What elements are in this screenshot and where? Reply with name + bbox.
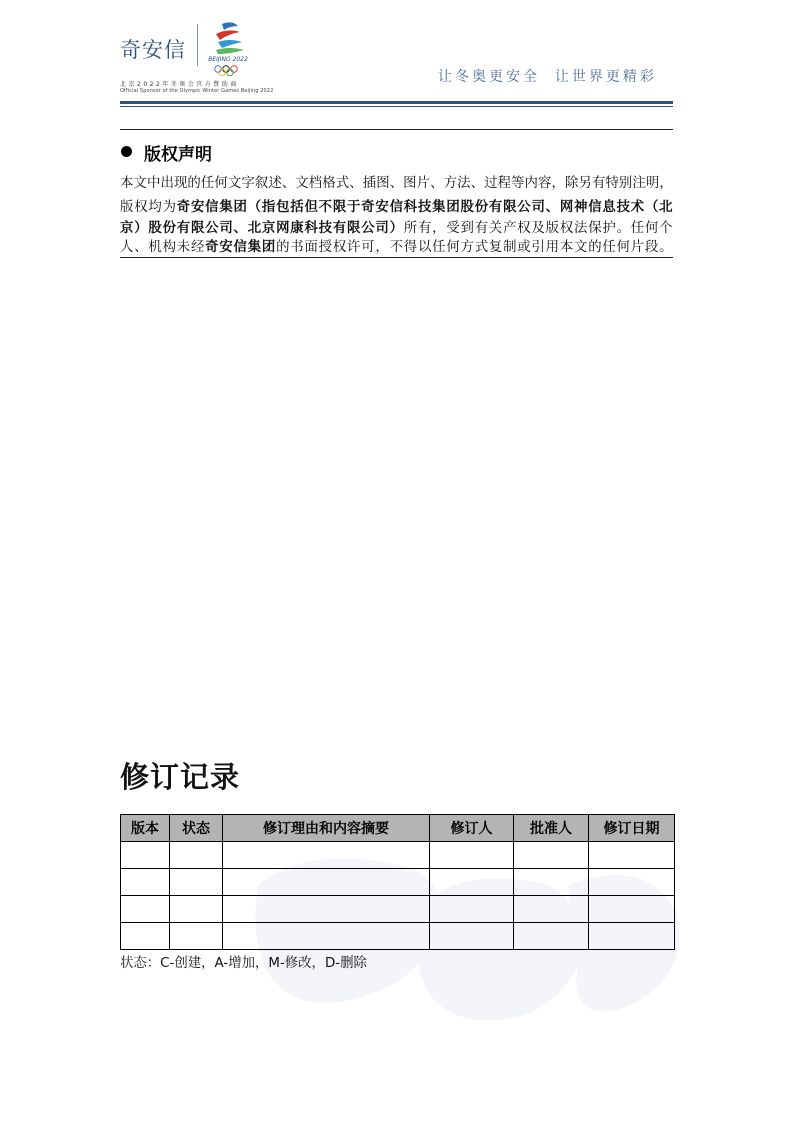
copyright-char: 文 [295,176,309,191]
header-rule-thin [120,106,673,107]
copyright-char: 版 [545,221,560,236]
copyright-char: ， [375,240,389,255]
copyright-char: 权 [559,221,574,236]
copyright-char: 产 [503,221,517,236]
copyright-char: 限 [347,221,361,236]
copyright-line-3 [120,220,673,237]
copyright-char: 何 [644,221,659,236]
copyright-char: 关 [488,221,503,236]
copyright-char: 内 [524,176,538,191]
copyright-char: ， [432,221,446,236]
copyright-char: 制 [503,240,517,255]
copyright-char: 括 [290,200,304,215]
copyright-char: 司 [531,200,545,215]
copyright-rule-top [120,129,673,130]
column-header-version: 版本 [121,815,170,842]
copyright-char: 份 [162,221,176,236]
copyright-char: 技 [417,200,432,215]
table-cell [514,923,589,950]
status-legend-note: 状态：C-创建，A-增加，M-修改，D-删除 [120,956,367,971]
copyright-char: 经 [190,240,205,255]
copyright-char: 不 [318,200,333,215]
table-cell [170,842,223,869]
copyright-char: 可 [361,240,375,255]
copyright-char: 司 [219,221,233,236]
logo-divider [197,24,198,66]
copyright-char: 到 [460,221,474,236]
table-cell [430,842,514,869]
copyright-char: 公 [361,221,375,236]
copyright-char: 有 [591,176,606,191]
copyright-char: 插 [362,176,377,191]
copyright-char: 本 [120,176,134,191]
copyright-char: 北 [247,221,262,236]
table-row [121,842,675,869]
table-cell [430,896,514,923]
table-cell [589,842,675,869]
copyright-char: 图 [403,176,417,191]
copyright-char: 文 [227,176,242,191]
copyright-char: 股 [148,221,162,236]
table-cell [514,842,589,869]
beijing-2022-emblem-icon [202,20,254,76]
copyright-char: 的 [276,240,290,255]
copyright-char: 。 [616,221,630,236]
copyright-char: 任 [602,240,616,255]
copyright-char: 于 [347,200,361,215]
copyright-char: 书 [290,240,304,255]
copyright-char: 未 [176,240,191,255]
copyright-char: 机 [148,240,162,255]
copyright-char: 何 [446,240,460,255]
copyright-char: 安 [219,240,233,255]
copyright-char: 程 [497,176,511,191]
copyright-char: 或 [517,240,531,255]
copyright-char: 京 [120,221,134,236]
copyright-char: ， [551,176,565,191]
copyright-char: 有 [488,200,503,215]
copyright-char: 保 [588,221,602,236]
copyright-char: 集 [219,200,233,215]
table-cell [170,923,223,950]
company-logo-text: 奇安信 [120,38,186,62]
copyright-char: 、 [349,176,363,191]
copyright-char: 、 [134,240,148,255]
copyright-char: （ [644,200,659,215]
copyright-char: 息 [602,200,616,215]
copyright-char: 所 [403,221,418,236]
copyright-char: 奇 [176,200,191,215]
table-cell [121,923,170,950]
emblem-label: BEIJING 2022 [208,56,248,63]
copyright-char: 公 [517,200,531,215]
copyright-char: 特 [605,176,619,191]
copyright-char: （ [247,200,262,215]
column-header-summary: 修订理由和内容摘要 [223,815,430,842]
copyright-char: 片 [416,176,431,191]
copyright-char: 等 [511,176,525,191]
copyright-char: 复 [488,240,503,255]
copyright-char: 奇 [361,200,375,215]
copyright-char: 的 [187,176,201,191]
table-cell [223,923,430,950]
copyright-char: 司 [375,221,389,236]
table-cell [430,869,514,896]
copyright-char: 北 [659,200,673,215]
copyright-char: 人 [120,240,134,255]
copyright-char: 何 [214,176,228,191]
copyright-char: 权 [134,200,148,215]
table-cell [170,869,223,896]
copyright-char: 有 [474,221,489,236]
copyright-char: 授 [318,240,333,255]
table-row [121,923,675,950]
copyright-char: 本 [559,240,574,255]
copyright-char: 及 [531,221,545,236]
copyright-char: 另 [578,176,592,191]
copyright-char: 股 [460,200,474,215]
copyright-char: 以 [417,240,432,255]
copyright-char: 文 [574,240,588,255]
copyright-line-4 [120,239,673,256]
header-slogan: 让冬奥更安全 让世界更精彩 [438,69,657,85]
copyright-char: 权 [332,240,347,255]
table-cell [589,896,675,923]
copyright-char: 受 [446,221,460,236]
table-cell [223,842,430,869]
revision-table [120,814,675,950]
copyright-char: 网 [276,221,290,236]
copyright-char: 任 [200,176,215,191]
copyright-char: 科 [304,221,318,236]
header-rule-thick [120,101,673,104]
copyright-char: 、 [281,176,296,191]
table-cell [589,869,675,896]
copyright-char: 均 [148,200,162,215]
copyright-char: 网 [559,200,574,215]
table-cell [223,869,430,896]
copyright-char: 现 [173,176,188,191]
copyright-char: 技 [616,200,630,215]
copyright-char: 指 [261,200,276,215]
copyright-char: 集 [432,200,446,215]
copyright-char: 权 [517,221,531,236]
table-row [121,869,675,896]
copyright-char: 公 [205,221,219,236]
copyright-char: 任 [432,240,446,255]
copyright-char: 、 [233,221,247,236]
copyright-char: 的 [588,240,602,255]
copyright-line-1 [120,175,673,192]
copyright-char: 有 [417,221,432,236]
copyright-char: 构 [162,240,176,255]
copyright-char: 限 [190,221,205,236]
copyright-char: 中 [146,176,161,191]
copyright-char: 、 [545,200,560,215]
copyright-char: 格 [322,176,336,191]
table-cell [121,896,170,923]
table-row [121,896,675,923]
copyright-char: 康 [290,221,304,236]
copyright-char: 为 [162,200,176,215]
copyright-char: 图 [376,176,390,191]
copyright-char: 段 [644,240,659,255]
copyright-char: 片 [630,240,645,255]
copyright-char: 、 [470,176,484,191]
copyright-char: ， [659,176,673,191]
copyright-char: 团 [446,200,460,215]
copyright-char: ） [389,221,403,236]
copyright-char: 方 [443,176,458,191]
sponsor-caption-cn: 北京2022年冬奥会官方赞助商 [120,81,239,88]
copyright-line-2 [120,199,673,216]
copyright-char: 文 [133,176,147,191]
copyright-char: 法 [457,176,471,191]
copyright-char: 得 [403,240,418,255]
copyright-char: 有 [332,221,347,236]
copyright-char: 何 [616,240,630,255]
copyright-char: 用 [545,240,560,255]
copyright-char: 个 [659,221,673,236]
copyright-char: 护 [602,221,616,236]
copyright-char: 信 [389,200,403,215]
copyright-char: 技 [318,221,333,236]
sponsor-caption-en: Official Sponsor of the Olympic Winter Games Beijing 2022 [120,88,274,94]
table-cell [121,842,170,869]
copyright-char: 安 [375,200,389,215]
copyright-char: 奇 [205,240,219,255]
copyright-heading: 版权声明 [144,145,212,165]
copyright-char: 版 [120,200,134,215]
column-header-reviser: 修订人 [430,815,514,842]
copyright-char: 科 [403,200,418,215]
table-cell [514,869,589,896]
copyright-char: 任 [630,221,645,236]
copyright-char: 法 [574,221,588,236]
table-cell [170,896,223,923]
copyright-char: 式 [474,240,489,255]
copyright-char: 团 [261,240,276,255]
copyright-char: 述 [268,176,282,191]
copyright-char: 别 [618,176,633,191]
copyright-char: 份 [474,200,489,215]
copyright-char: 不 [389,240,403,255]
copyright-char: 容 [538,176,552,191]
copyright-char: 引 [531,240,545,255]
table-cell [121,869,170,896]
table-cell [589,923,675,950]
copyright-char: 信 [588,200,602,215]
copyright-char: 包 [276,200,290,215]
column-header-date: 修订日期 [589,815,675,842]
revision-record-title: 修订记录 [120,760,241,794]
column-header-approver: 批准人 [514,815,589,842]
copyright-char: 团 [233,200,247,215]
copyright-char: 出 [160,176,174,191]
copyright-char: 京 [261,221,276,236]
copyright-rule-bottom [120,257,673,258]
copyright-char: 注 [632,176,646,191]
copyright-char: 明 [645,176,660,191]
table-cell [223,896,430,923]
copyright-char: 过 [484,176,498,191]
revision-table-header [121,815,675,842]
copyright-char: 许 [347,240,361,255]
copyright-char: 面 [304,240,318,255]
copyright-char: 档 [308,176,323,191]
copyright-char: 神 [574,200,588,215]
bullet-icon [121,146,132,157]
copyright-char: 叙 [254,176,269,191]
copyright-char: 术 [630,200,645,215]
table-cell [430,923,514,950]
table-cell [514,896,589,923]
copyright-char: 除 [564,176,579,191]
copyright-char: 有 [176,221,191,236]
copyright-char: 信 [233,240,247,255]
copyright-char: 、 [430,176,444,191]
copyright-char: 信 [205,200,219,215]
copyright-char: 方 [460,240,474,255]
copyright-char: 集 [247,240,262,255]
copyright-char: 安 [190,200,205,215]
copyright-char: 限 [332,200,347,215]
column-header-status: 状态 [170,815,223,842]
copyright-char: 。 [659,240,673,255]
copyright-char: 、 [389,176,404,191]
copyright-char: 式 [335,176,350,191]
copyright-char: ） [134,221,148,236]
copyright-char: 字 [241,176,255,191]
copyright-char: 限 [503,200,517,215]
copyright-char: 但 [304,200,318,215]
